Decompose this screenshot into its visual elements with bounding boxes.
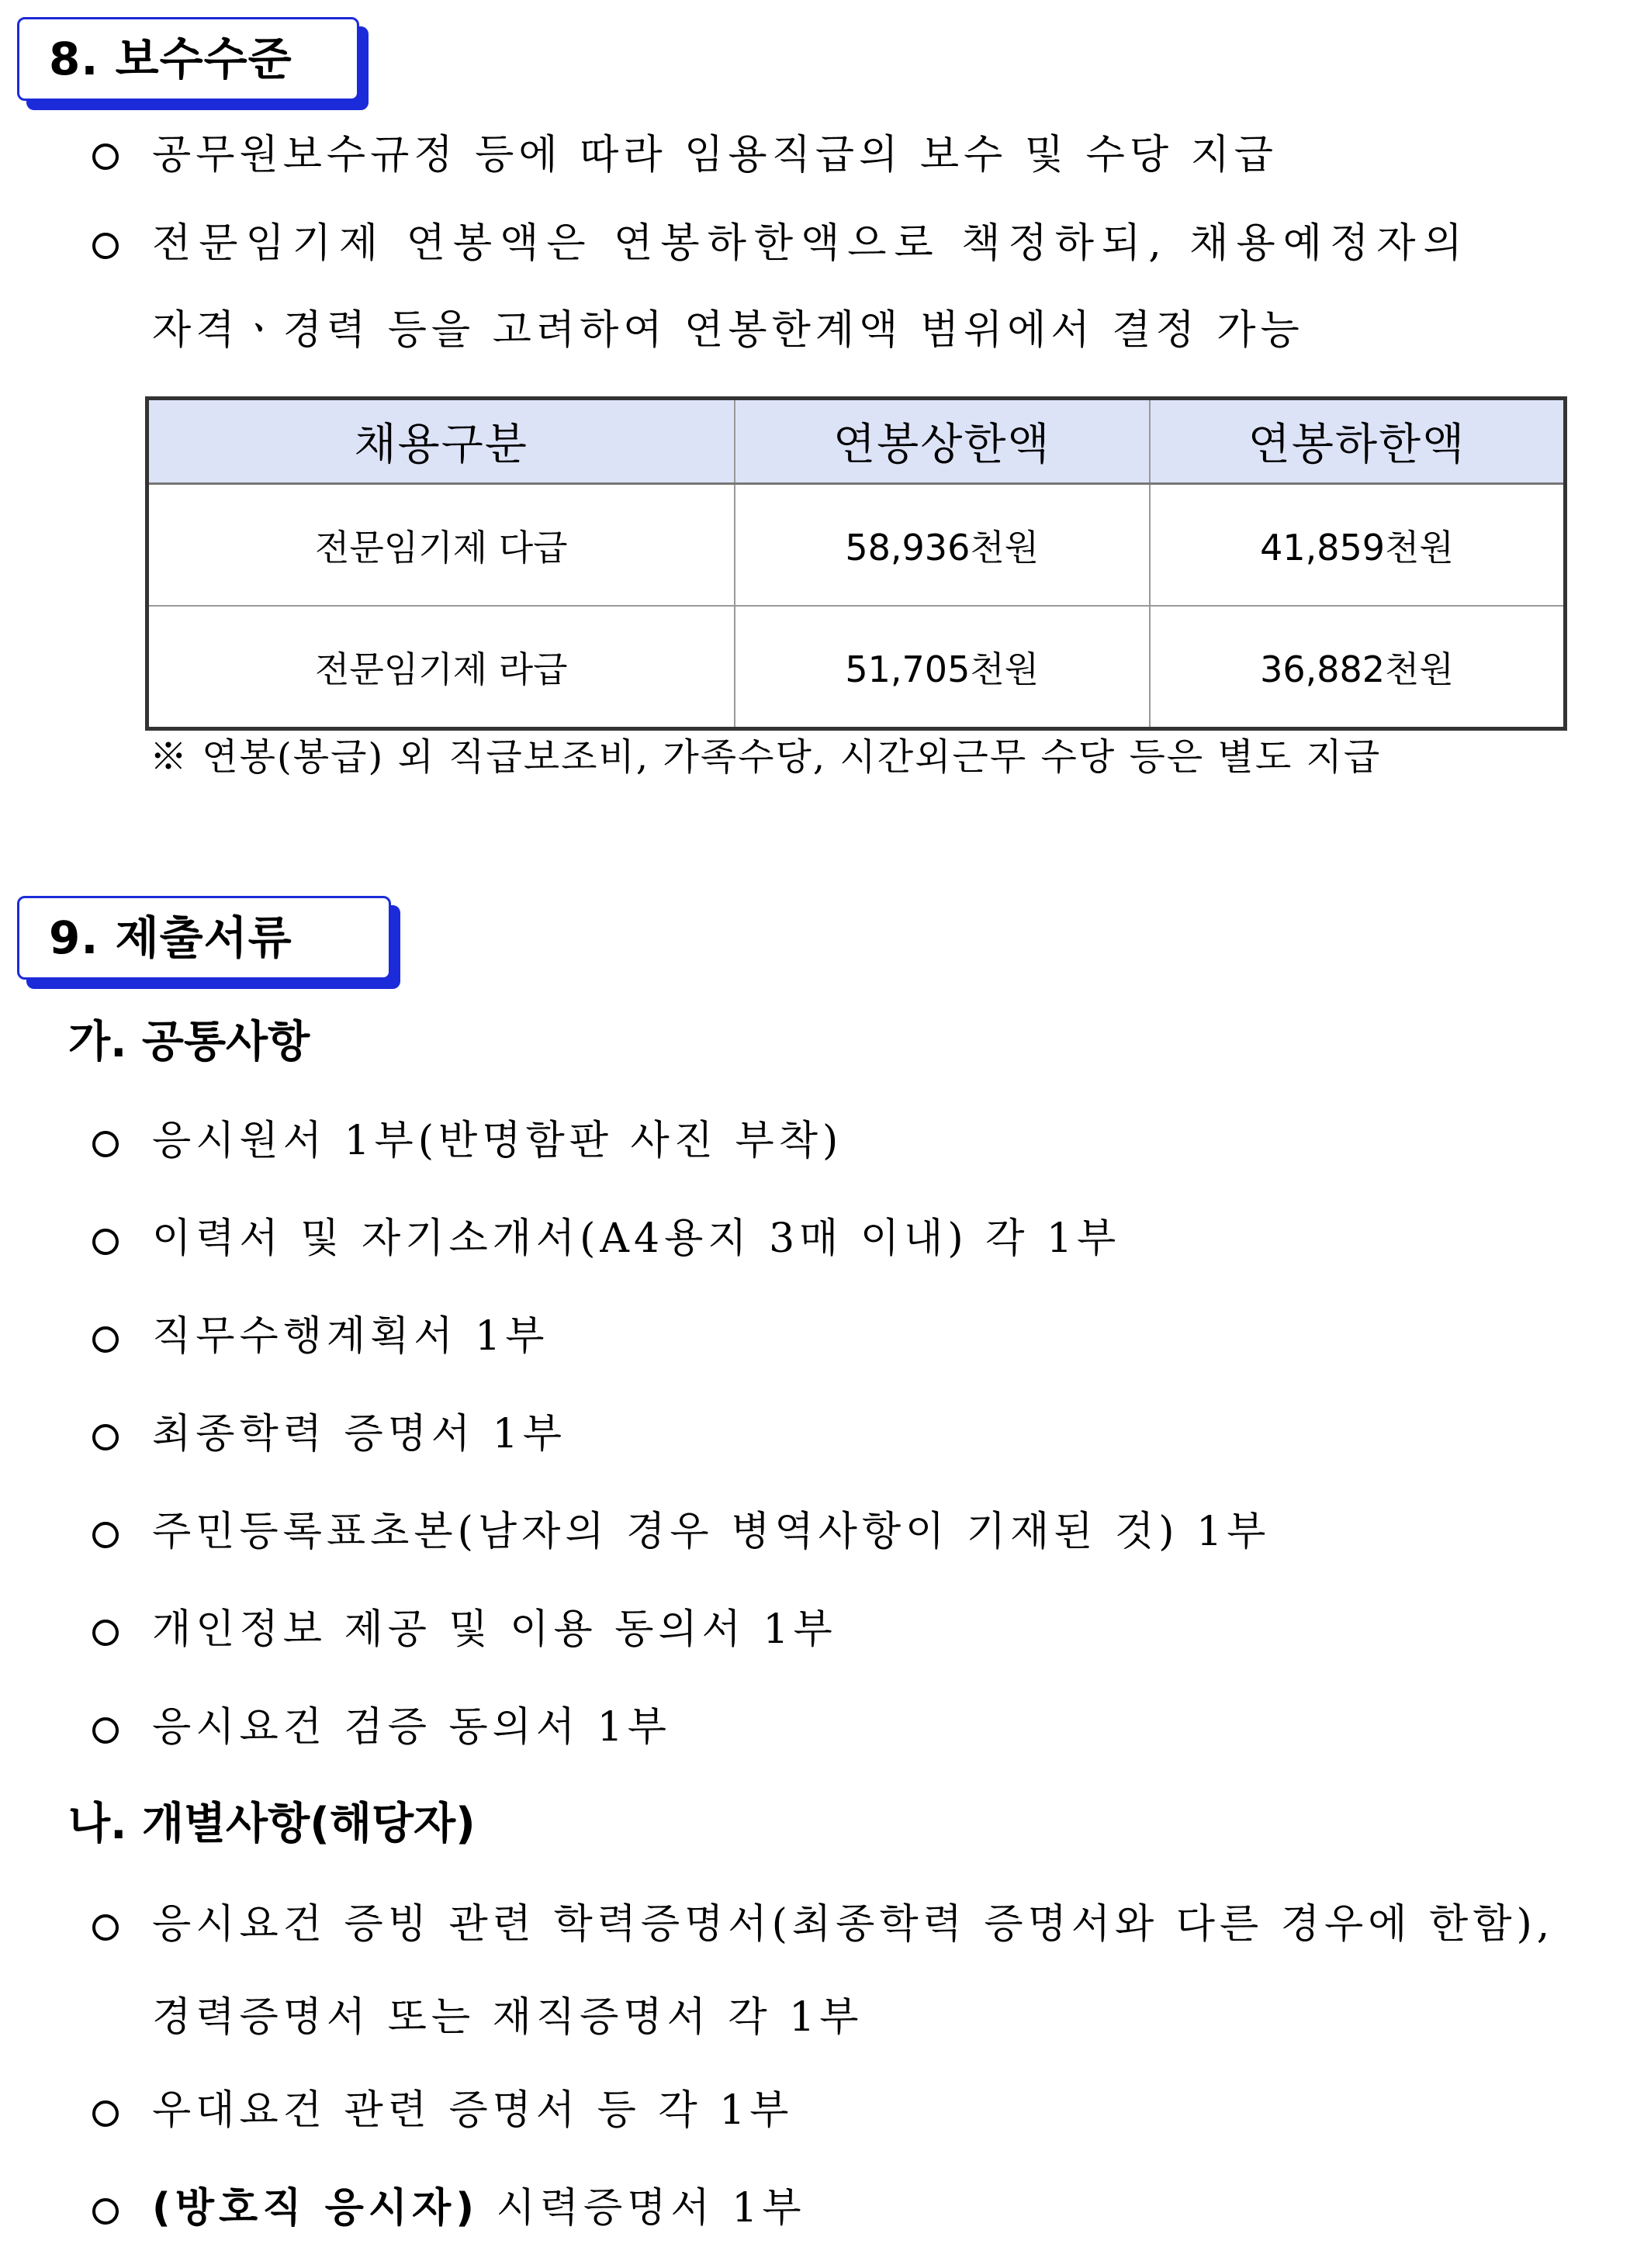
section-9-title: 9. 제출서류	[49, 911, 292, 964]
bullet-circle-icon	[92, 1424, 119, 1450]
section-8-bullet-1: 공무원보수규정 등에 따라 임용직급의 보수 및 수당 지급	[152, 132, 1279, 178]
section-9-heading	[17, 896, 391, 980]
bullet-circle-icon	[92, 1229, 119, 1255]
individual-item	[152, 2184, 806, 2232]
table-header-cell: 연봉상한액	[735, 399, 1150, 484]
table-cell: 41,859천원	[1150, 484, 1565, 607]
common-heading: 가. 공통사항	[68, 1017, 310, 1067]
bullet-circle-icon	[92, 1717, 119, 1744]
salary-table	[145, 396, 1567, 731]
table-row	[147, 484, 1566, 607]
bullet-circle-icon	[92, 1131, 119, 1157]
table-header-cell: 연봉하한액	[1150, 399, 1565, 484]
individual-item: 우대요건 관련 증명서 등 각 1부	[152, 2087, 794, 2134]
common-item: 이력서 및 자기소개서(A4용지 3매 이내) 각 1부	[152, 1215, 1121, 1262]
table-header-cell: 채용구분	[147, 399, 735, 484]
individual-item-rest: 시력증명서 1부	[479, 2185, 806, 2232]
bullet-circle-icon	[92, 233, 119, 259]
bullet-circle-icon	[92, 2100, 119, 2127]
table-cell: 58,936천원	[735, 484, 1150, 607]
individual-item-bold-prefix: (방호직 응시자)	[152, 2185, 479, 2232]
table-row	[147, 606, 1566, 729]
individual-heading: 나. 개별사항(해당자)	[68, 1799, 476, 1849]
individual-item-cont: 경력증명서 또는 재직증명서 각 1부	[152, 1994, 863, 2041]
individual-item: 응시요건 증빙 관련 학력증명서(최종학력 증명서와 다른 경우에 한함),	[152, 1901, 1555, 1948]
table-cell: 전문임기제 라급	[147, 606, 735, 729]
section-8-bullet-2-cont: 자격ㆍ경력 등을 고려하여 연봉한계액 범위에서 결정 가능	[152, 307, 1304, 354]
table-cell: 전문임기제 다급	[147, 484, 735, 607]
common-item: 최종학력 증명서 1부	[152, 1411, 566, 1457]
salary-note: ※ 연봉(봉급) 외 직급보조비, 가족수당, 시간외근무 수당 등은 별도 지급	[150, 735, 1382, 779]
common-item: 직무수행계획서 1부	[152, 1313, 549, 1360]
section-8-title: 8. 보수수준	[49, 33, 292, 85]
common-item: 응시요건 검증 동의서 1부	[152, 1704, 671, 1751]
common-item: 개인정보 제공 및 이용 동의서 1부	[152, 1606, 837, 1653]
bullet-circle-icon	[92, 1522, 119, 1548]
bullet-circle-icon	[92, 1326, 119, 1353]
bullet-circle-icon	[92, 1914, 119, 1941]
common-item: 주민등록표초본(남자의 경우 병역사항이 기재된 것) 1부	[152, 1509, 1271, 1555]
table-cell: 51,705천원	[735, 606, 1150, 729]
section-8-heading	[17, 17, 359, 101]
bullet-circle-icon	[92, 1620, 119, 1646]
table-header-row	[147, 399, 1566, 484]
bullet-circle-icon	[92, 2198, 119, 2225]
common-item: 응시원서 1부(반명함판 사진 부착)	[152, 1118, 843, 1164]
bullet-circle-icon	[92, 143, 119, 170]
section-8-bullet-2: 전문임기제 연봉액은 연봉하한액으로 책정하되, 채용예정자의	[152, 220, 1470, 267]
table-cell: 36,882천원	[1150, 606, 1565, 729]
